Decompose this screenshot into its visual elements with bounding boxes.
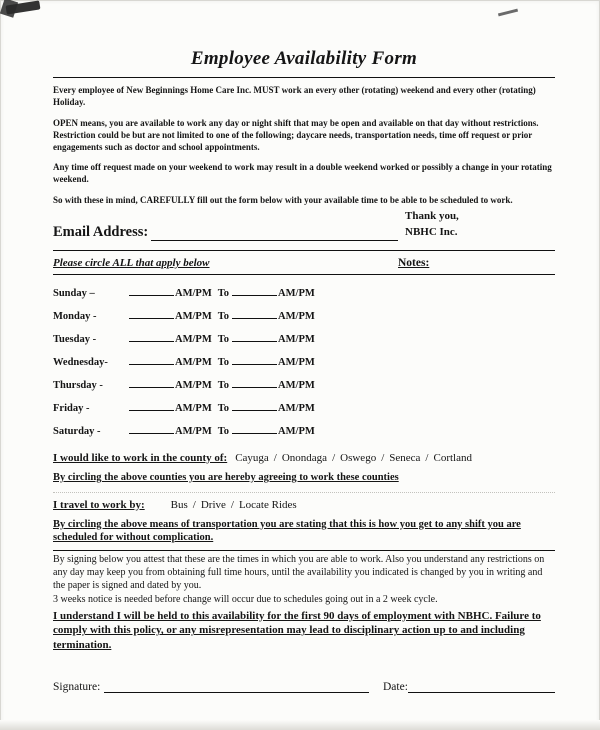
end-time-blank[interactable] — [232, 285, 277, 296]
to-label: To — [217, 379, 230, 391]
county-option-cortland[interactable]: Cortland — [433, 451, 472, 464]
to-label: To — [217, 356, 230, 368]
thank-you-text: Thank you, — [405, 210, 459, 222]
start-time-blank[interactable] — [129, 308, 174, 319]
day-label: Saturday - — [53, 425, 101, 437]
availability-days — [53, 285, 555, 446]
end-time-blank[interactable] — [232, 400, 277, 411]
terms-divider — [53, 550, 555, 551]
page-title: Employee Availability Form — [190, 48, 418, 69]
section-divider — [53, 250, 555, 251]
ampm-option[interactable]: AM/PM — [175, 402, 212, 414]
day-label: Wednesday- — [53, 356, 108, 368]
option-separator: / — [192, 498, 196, 511]
end-time-blank[interactable] — [232, 423, 277, 434]
to-label: To — [217, 333, 230, 345]
terms-paragraph-3: I understand I will be held to this availability for the first 90 days of employment with NBHC. Failure to comply with this policy, or any misrepresentation may lead to disciplinary action up to and including termination. — [53, 609, 541, 652]
availability-header — [53, 255, 555, 275]
closing-block — [405, 209, 555, 241]
travel-agreement: By circling the above means of transportation you are stating that this is how you get to any shift you are scheduled for without complication. — [53, 518, 521, 544]
ampm-option[interactable]: AM/PM — [175, 333, 212, 345]
date-group — [383, 681, 555, 693]
county-option-oswego[interactable]: Oswego — [340, 451, 377, 464]
email-label: Email Address: — [53, 223, 149, 240]
option-separator: / — [425, 451, 429, 464]
ampm-option[interactable]: AM/PM — [278, 402, 315, 414]
ampm-option[interactable]: AM/PM — [175, 425, 212, 437]
day-label: Sunday – — [53, 287, 95, 299]
date-label: Date: — [383, 681, 408, 694]
day-row-saturday — [53, 423, 555, 446]
ampm-option[interactable]: AM/PM — [278, 356, 315, 368]
ampm-option[interactable]: AM/PM — [175, 379, 212, 391]
county-option-onondaga[interactable]: Onondaga — [281, 451, 328, 464]
county-option-cayuga[interactable]: Cayuga — [235, 451, 269, 464]
signature-input-line[interactable] — [104, 681, 369, 693]
end-time-blank[interactable] — [232, 308, 277, 319]
to-label: To — [217, 310, 230, 322]
form-content — [53, 48, 555, 693]
scan-artifact-line — [53, 492, 555, 493]
to-label: To — [217, 402, 230, 414]
ampm-option[interactable]: AM/PM — [278, 287, 315, 299]
intro-paragraph-3: Any time off request made on your weekend to work may result in a double weekend worked or possibly a change in your rotating weekend. — [53, 162, 552, 185]
travel-label: I travel to work by: — [53, 498, 145, 511]
ampm-option[interactable]: AM/PM — [175, 287, 212, 299]
ampm-option[interactable]: AM/PM — [278, 310, 315, 322]
signature-label: Signature: — [53, 681, 101, 694]
ampm-option[interactable]: AM/PM — [278, 379, 315, 391]
day-label: Friday - — [53, 402, 90, 414]
travel-row — [53, 499, 555, 511]
to-label: To — [217, 425, 230, 437]
end-time-blank[interactable] — [232, 331, 277, 342]
start-time-blank[interactable] — [129, 331, 174, 342]
county-agreement: By circling the above counties you are hereby agreeing to work these counties — [53, 471, 399, 483]
day-row-monday — [53, 308, 555, 331]
ampm-option[interactable]: AM/PM — [278, 333, 315, 345]
scan-edge-shadow — [0, 720, 600, 730]
end-time-blank[interactable] — [232, 354, 277, 365]
start-time-blank[interactable] — [129, 423, 174, 434]
day-row-thursday — [53, 377, 555, 400]
day-row-friday — [53, 400, 555, 423]
notes-label: Notes: — [398, 256, 430, 269]
email-row — [53, 209, 555, 241]
company-name: NBHC Inc. — [405, 225, 458, 238]
start-time-blank[interactable] — [129, 400, 174, 411]
scan-artifact — [498, 9, 518, 17]
start-time-blank[interactable] — [129, 354, 174, 365]
date-input-line[interactable] — [408, 681, 555, 693]
option-separator: / — [230, 498, 234, 511]
intro-paragraph-4: So with these in mind, CAREFULLY fill out the form below with your available time to be able to be scheduled to work. — [53, 195, 513, 206]
county-row — [53, 452, 555, 464]
signature-row — [53, 681, 555, 693]
day-label: Monday - — [53, 310, 97, 322]
day-label: Thursday - — [53, 379, 103, 391]
circle-instruction: Please circle ALL that apply below — [53, 256, 210, 269]
travel-option-bus[interactable]: Bus — [170, 498, 188, 511]
terms-paragraph-1: By signing below you attest that these are the times in which you are able to work. Also you understand any restrictions on any day may keep you from obtaining full time hours, until the availability you indicated is changed by you in writing and the paper is signed and dated by you. — [53, 553, 545, 592]
intro-paragraph-1: Every employee of New Beginnings Home Care Inc. MUST work an every other (rotating) weekend and every other (rotating) Holiday. — [53, 85, 536, 107]
intro-paragraph-2: OPEN means, you are available to work any day or night shift that may be open and available on that day without restrictions. Restriction could be but are not limited to one of the following; daycare needs, transportation needs, time off request or prior engagements such as doctor and school appointments. — [53, 117, 539, 152]
scan-artifact — [0, 0, 18, 18]
option-separator: / — [332, 451, 336, 464]
option-separator: / — [273, 451, 277, 464]
day-row-sunday — [53, 285, 555, 308]
county-label: I would like to work in the county of: — [53, 451, 228, 464]
title-divider — [53, 77, 555, 78]
ampm-option[interactable]: AM/PM — [278, 425, 315, 437]
ampm-option[interactable]: AM/PM — [175, 310, 212, 322]
start-time-blank[interactable] — [129, 377, 174, 388]
email-group — [53, 224, 398, 241]
county-option-seneca[interactable]: Seneca — [389, 451, 421, 464]
end-time-blank[interactable] — [232, 377, 277, 388]
terms-paragraph-2: 3 weeks notice is needed before change will occur due to schedules going out in a 2 week cycle. — [53, 594, 438, 606]
to-label: To — [217, 287, 230, 299]
travel-option-drive[interactable]: Drive — [200, 498, 226, 511]
day-label: Tuesday - — [53, 333, 97, 345]
start-time-blank[interactable] — [129, 285, 174, 296]
day-row-tuesday — [53, 331, 555, 354]
signature-group — [53, 681, 383, 693]
email-input-line[interactable] — [151, 227, 398, 241]
day-row-wednesday — [53, 354, 555, 377]
option-separator: / — [381, 451, 385, 464]
ampm-option[interactable]: AM/PM — [175, 356, 212, 368]
travel-option-locate-rides[interactable]: Locate Rides — [238, 498, 297, 511]
